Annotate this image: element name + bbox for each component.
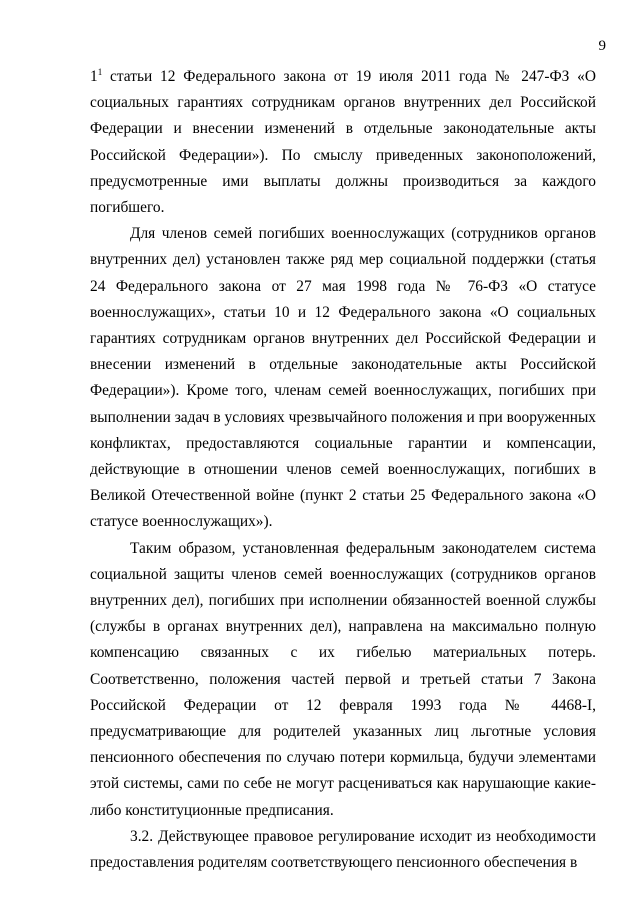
paragraph-text: статьи 12 Федерального закона от 19 июля 2011 года № 247-ФЗ «О социальных гарантиях сотрудникам органов внутренних дел Российской Федерации и внесении изменений в отдельные законодательные акты Российской Федерации»). По смыслу приведенных законоположений, предусмотренные ими выплаты должны производиться за каждого погибшего. bbox=[90, 68, 596, 217]
body-text bbox=[90, 64, 596, 876]
superscript-marker: 1 bbox=[97, 67, 103, 77]
paragraph-section-3-2: 3.2. Действующее правовое регулирование исходит из необходимости предоставления родителям соответствующего пенсионного обеспечения в bbox=[90, 827, 596, 872]
paragraph-social-support: Для членов семей погибших военнослужащих (сотрудников органов внутренних дел) установлен также ряд мер социальной поддержки (статья 24 Федерального закона от 27 мая 1998 года № 76-ФЗ «О статусе военнослужащих», статьи 10 и 12 Федерального закона «О социальных гарантиях сотрудникам органов внутренних дел Российской Федерации и внесении изменений в отдельные законодательные акты Российской Федерации»). Кроме того, членам семей военнослужащих, погибших при выполнении задач в условиях чрезвычайного положения и при вооруженных конфликтах, предоставляются социальные гарантии и компенсации, действующие в отношении членов семей военнослужащих, погибших в Великой Отечественной войне (пункт 2 статьи 25 Федерального закона «О статусе военнослужащих»). bbox=[90, 225, 596, 531]
page-number: 9 bbox=[598, 38, 606, 54]
paragraph-conclusion: Таким образом, установленная федеральным законодателем система социальной защиты членов семей военнослужащих (сотрудников органов внутренних дел), погибших при исполнении обязанностей военной службы (службы в органах внутренних дел), направлена на максимально полную компенсацию связанных с их гибелью материальных потерь. Соответственно, положения частей первой и третьей статьи 7 Закона Российской Федерации от 12 февраля 1993 года № 4468-I, предусматривающие для родителей указанных лиц льготные условия пенсионного обеспечения по случаю потери кормильца, будучи элементами этой системы, сами по себе не могут расцениваться как нарушающие какие-либо конституционные предписания. bbox=[90, 539, 596, 819]
footnote-lead-number: 1 bbox=[90, 68, 98, 85]
paragraph-continuation bbox=[90, 64, 596, 221]
